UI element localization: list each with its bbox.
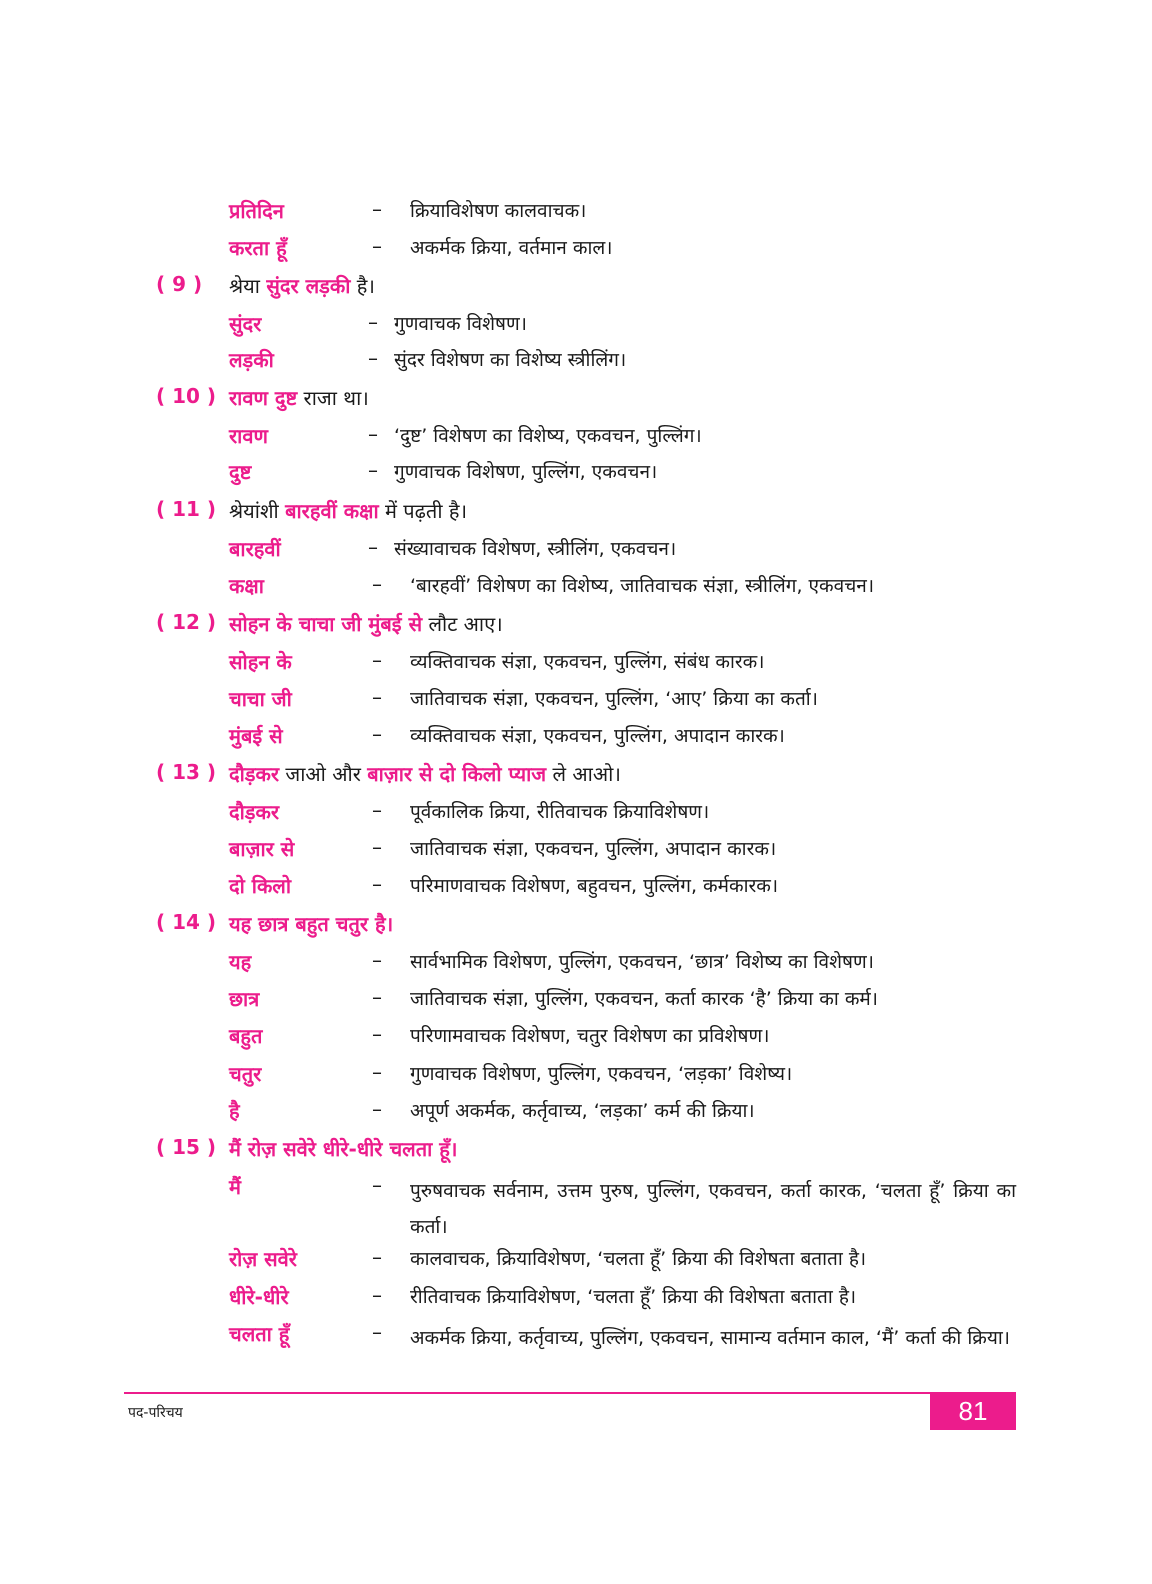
dash-separator: – [372, 1245, 382, 1269]
definition-row [0, 720, 1152, 754]
dash-separator: – [368, 422, 378, 446]
example-sentence-row [0, 908, 1152, 942]
definition-row [0, 683, 1152, 717]
example-sentence [229, 272, 375, 299]
highlighted-word: रावण दुष्ट [229, 386, 298, 410]
dash-separator: – [372, 798, 382, 822]
definition: अकर्मक क्रिया, वर्तमान काल। [410, 237, 613, 259]
example-number: ( 15 ) [156, 1135, 217, 1159]
example-sentence [229, 760, 621, 787]
definition-row [0, 533, 1152, 567]
term: बाज़ार से [229, 837, 295, 861]
dash-separator: – [368, 346, 378, 370]
sentence-text: श्रेयांशी [229, 499, 286, 523]
definition: पूर्वकालिक क्रिया, रीतिवाचक क्रियाविशेषण। [410, 801, 710, 823]
definition-row [0, 420, 1152, 454]
sentence-text: में पढ़ती है। [378, 499, 468, 523]
example-sentence-row [0, 758, 1152, 792]
example-sentence [229, 610, 503, 637]
sentence-text: श्रेया [229, 274, 267, 298]
example-number: ( 12 ) [156, 610, 217, 634]
example-number: ( 13 ) [156, 760, 217, 784]
definition: व्यक्तिवाचक संज्ञा, एकवचन, पुल्लिंग, अपादान कारक। [410, 725, 785, 747]
example-number: ( 11 ) [156, 497, 217, 521]
footer-chapter-title: पद-परिचय [128, 1405, 183, 1421]
sentence-text: ले आओ। [546, 762, 621, 786]
sentence-text: लौट आए। [422, 612, 503, 636]
dash-separator: – [372, 948, 382, 972]
definition-row [0, 1318, 1152, 1352]
highlighted-word: सुंदर लड़की [266, 274, 351, 298]
definition-row [0, 1020, 1152, 1054]
definition-row [0, 1058, 1152, 1092]
definition: रीतिवाचक क्रियाविशेषण, ‘चलता हूँ’ क्रिया की विशेषता बताता है। [410, 1286, 857, 1308]
dash-separator: – [372, 1097, 382, 1121]
example-sentence-row [0, 1133, 1152, 1167]
term: चलता हूँ [229, 1322, 290, 1346]
term: बारहवीं [229, 537, 281, 561]
dash-separator: – [368, 310, 378, 334]
term: है [229, 1099, 240, 1123]
definition: संख्यावाचक विशेषण, स्त्रीलिंग, एकवचन। [394, 538, 677, 560]
definition: परिणामवाचक विशेषण, चतुर विशेषण का प्रविशेषण। [410, 1025, 770, 1047]
definition: ‘बारहवीं’ विशेषण का विशेष्य, जातिवाचक संज्ञा, स्त्रीलिंग, एकवचन। [410, 575, 875, 597]
footer-divider [124, 1392, 1016, 1394]
definition-row [0, 833, 1152, 867]
example-number: ( 9 ) [156, 272, 203, 296]
term: कक्षा [229, 574, 264, 598]
definition: जातिवाचक संज्ञा, पुल्लिंग, एकवचन, कर्ता कारक ‘है’ क्रिया का कर्म। [410, 988, 878, 1010]
definition: जातिवाचक संज्ञा, एकवचन, पुल्लिंग, अपादान कारक। [410, 838, 777, 860]
definition-row [0, 570, 1152, 604]
definition: अकर्मक क्रिया, कर्तृवाच्य, पुल्लिंग, एकवचन, सामान्य वर्तमान काल, ‘मैं’ कर्ता की क्रिया। [410, 1327, 1010, 1349]
definition: अपूर्ण अकर्मक, कर्तृवाच्य, ‘लड़का’ कर्म की क्रिया। [410, 1100, 755, 1122]
term: दौड़कर [229, 800, 280, 824]
term: यह [229, 950, 252, 974]
sentence-text: जाओ और [279, 762, 368, 786]
dash-separator: – [368, 535, 378, 559]
definition-row [0, 946, 1152, 980]
definition: ‘दुष्ट’ विशेषण का विशेष्य, एकवचन, पुल्लिंग। [394, 425, 702, 447]
term: मैं [229, 1175, 241, 1199]
example-sentence [229, 384, 369, 411]
sentence-text: है। [350, 274, 375, 298]
dash-separator: – [372, 1320, 382, 1344]
example-number: ( 14 ) [156, 910, 217, 934]
term: चतुर [229, 1062, 262, 1086]
definition: सार्वभामिक विशेषण, पुल्लिंग, एकवचन, ‘छात्र’ विशेष्य का विशेषण। [410, 951, 874, 973]
example-sentence [229, 497, 467, 524]
highlighted-word: बाज़ार से दो किलो प्याज [367, 762, 547, 786]
dash-separator: – [372, 685, 382, 709]
term: दो किलो [229, 874, 292, 898]
sentence-text: राजा था। [297, 386, 369, 410]
definition-row [0, 646, 1152, 680]
term: मुंबई से [229, 724, 283, 748]
dash-separator: – [372, 572, 382, 596]
term: सुंदर [229, 312, 262, 336]
term: सोहन के [229, 650, 292, 674]
definition: कालवाचक, क्रियाविशेषण, ‘चलता हूँ’ क्रिया की विशेषता बताता है। [410, 1248, 867, 1270]
term: प्रतिदिन [229, 199, 284, 223]
example-sentence-row [0, 270, 1152, 304]
term: लड़की [229, 348, 274, 372]
dash-separator: – [372, 835, 382, 859]
term: धीरे-धीरे [229, 1285, 289, 1309]
definition: गुणवाचक विशेषण। [394, 313, 527, 335]
term: छात्र [229, 987, 260, 1011]
definition: गुणवाचक विशेषण, पुल्लिंग, एकवचन। [394, 461, 658, 483]
example-number: ( 10 ) [156, 384, 217, 408]
example-sentence-row [0, 608, 1152, 642]
definition-row [0, 870, 1152, 904]
dash-separator: – [372, 648, 382, 672]
definition-row [0, 796, 1152, 830]
term: करता हूँ [229, 236, 287, 260]
highlighted-word: बारहवीं कक्षा [285, 499, 379, 523]
example-sentence-row [0, 382, 1152, 416]
dash-separator: – [372, 197, 382, 221]
definition: गुणवाचक विशेषण, पुल्लिंग, एकवचन, ‘लड़का’ विशेष्य। [410, 1063, 793, 1085]
example-sentence-row [0, 495, 1152, 529]
definition: पुरुषवाचक सर्वनाम, उत्तम पुरुष, पुल्लिंग, एकवचन, कर्ता कारक, ‘चलता हूँ’ क्रिया का कर्ता। [410, 1180, 1016, 1238]
definition: जातिवाचक संज्ञा, एकवचन, पुल्लिंग, ‘आए’ क्रिया का कर्ता। [410, 688, 818, 710]
term: बहुत [229, 1024, 263, 1048]
highlighted-word: सोहन के चाचा जी मुंबई से [229, 612, 423, 636]
example-sentence [229, 1135, 457, 1162]
definition-row [0, 1243, 1152, 1277]
dash-separator: – [372, 722, 382, 746]
definition-row [0, 195, 1152, 229]
page-number-badge: 81 [930, 1392, 1016, 1430]
definition-row [0, 308, 1152, 342]
definition-row [0, 1171, 1152, 1238]
definition-row [0, 983, 1152, 1017]
definition-row [0, 1281, 1152, 1315]
definition-row [0, 232, 1152, 266]
term: चाचा जी [229, 687, 292, 711]
dash-separator: – [372, 985, 382, 1009]
definition-row [0, 344, 1152, 378]
definition: क्रियाविशेषण कालवाचक। [410, 200, 587, 222]
dash-separator: – [372, 872, 382, 896]
definition: सुंदर विशेषण का विशेष्य स्त्रीलिंग। [394, 349, 627, 371]
definition-row [0, 1095, 1152, 1129]
term: रोज़ सवेरे [229, 1247, 297, 1271]
dash-separator: – [372, 1060, 382, 1084]
dash-separator: – [372, 234, 382, 258]
definition: परिमाणवाचक विशेषण, बहुवचन, पुल्लिंग, कर्मकारक। [410, 875, 779, 897]
dash-separator: – [368, 458, 378, 482]
highlighted-word: यह छात्र बहुत चतुर है। [229, 912, 394, 936]
highlighted-word: मैं रोज़ सवेरे धीरे-धीरे चलता हूँ। [229, 1137, 458, 1161]
dash-separator: – [372, 1022, 382, 1046]
dash-separator: – [372, 1173, 382, 1197]
definition: व्यक्तिवाचक संज्ञा, एकवचन, पुल्लिंग, संबंध कारक। [410, 651, 765, 673]
highlighted-word: दौड़कर [229, 762, 280, 786]
term: दुष्ट [229, 460, 252, 484]
dash-separator: – [372, 1283, 382, 1307]
term: रावण [229, 424, 268, 448]
definition-row [0, 456, 1152, 490]
example-sentence [229, 910, 393, 937]
